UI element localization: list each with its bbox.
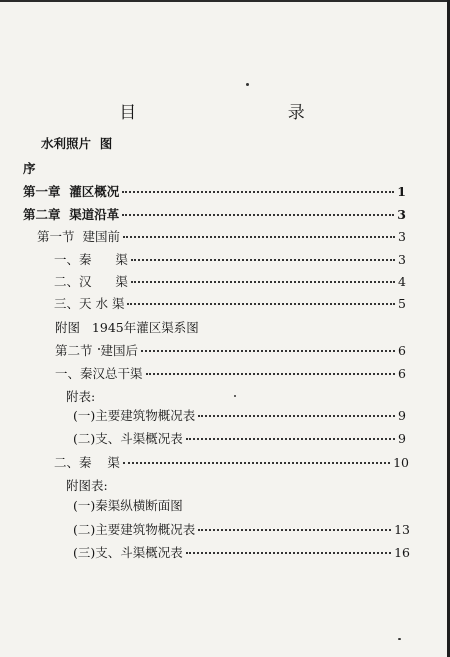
toc-entry-label: (二)支、斗渠概况表 [73, 431, 183, 446]
leader-dots [123, 462, 390, 464]
leader-dots [141, 350, 395, 352]
toc-entry [73, 431, 406, 447]
toc-entry [37, 229, 406, 245]
toc-page-number: 3 [398, 229, 406, 244]
toc-page-number: 13 [394, 522, 410, 537]
toc-entry-label: 一、秦 渠 [54, 252, 128, 267]
toc-page-number: 9 [398, 431, 406, 446]
toc-entry [55, 366, 406, 382]
toc-entry-label: (一)主要建筑物概况表 [73, 408, 196, 423]
toc-entry-label: 第一节 建国前 [37, 229, 120, 244]
leader-dots [198, 529, 391, 531]
toc-entry [23, 161, 403, 177]
toc-entry [41, 136, 401, 152]
toc-page-number: 5 [398, 296, 406, 311]
toc-page-number: 1 [397, 184, 406, 199]
toc-entry-label: 第一章 灌区概况 [23, 184, 120, 199]
toc-entry-label: 附表: [66, 389, 96, 404]
toc-entry [73, 545, 410, 561]
leader-dots [131, 281, 395, 283]
toc-entry [23, 207, 406, 223]
toc-entry-label: 第二章 渠道沿革 [23, 207, 120, 222]
leader-dots [127, 303, 395, 305]
toc-entry [66, 478, 406, 494]
leader-dots [122, 191, 394, 193]
toc-entry [55, 320, 406, 336]
toc-page-number: 6 [398, 343, 406, 358]
toc-entry [73, 498, 406, 514]
toc-page-number: 6 [398, 366, 406, 381]
toc-entry [66, 389, 406, 405]
leader-dots [131, 259, 395, 261]
scan-border-top [0, 0, 450, 2]
toc-entry-label: 第二节 建国后 [55, 343, 138, 358]
toc-entry-label: 序 [23, 161, 36, 176]
toc-entry [54, 296, 406, 312]
toc-page-number: 9 [398, 408, 406, 423]
page-title: 目 录 [119, 103, 331, 123]
leader-dots [198, 415, 395, 417]
toc-entry-label: (二)主要建筑物概况表 [73, 522, 196, 537]
toc-entry-label: (一)秦渠纵横断面图 [73, 498, 183, 513]
toc-entry-label: 二、秦 渠 [54, 455, 120, 470]
toc-entry [73, 522, 410, 538]
toc-entry-label: 附图 1945年灌区渠系图 [55, 320, 199, 335]
leader-dots [186, 438, 395, 440]
scan-speck [398, 638, 401, 640]
toc-page-number: 10 [393, 455, 409, 470]
leader-dots [123, 236, 395, 238]
toc-page-number: 16 [394, 545, 410, 560]
toc-page-number: 4 [398, 274, 406, 289]
toc-entry [73, 408, 406, 424]
toc-entry-label: 水利照片 图 [41, 136, 113, 151]
leader-dots [146, 373, 396, 375]
toc-entry-label: 三、天 水 渠 [54, 296, 125, 311]
toc-entry [54, 455, 409, 471]
toc-page-number: 3 [398, 252, 406, 267]
leader-dots [122, 214, 394, 216]
toc-entry-label: (三)支、斗渠概况表 [73, 545, 183, 560]
toc-entry-label: 附图表: [66, 478, 108, 493]
toc-entry-label: 一、秦汉总干渠 [55, 366, 143, 381]
toc-entry [54, 252, 406, 268]
leader-dots [186, 552, 391, 554]
toc-page-number: 3 [397, 207, 406, 222]
toc-entry [23, 184, 406, 200]
toc-entry [55, 343, 406, 359]
toc-entry-label: 二、汉 渠 [54, 274, 128, 289]
scan-speck [246, 83, 249, 86]
toc-entry [54, 274, 406, 290]
